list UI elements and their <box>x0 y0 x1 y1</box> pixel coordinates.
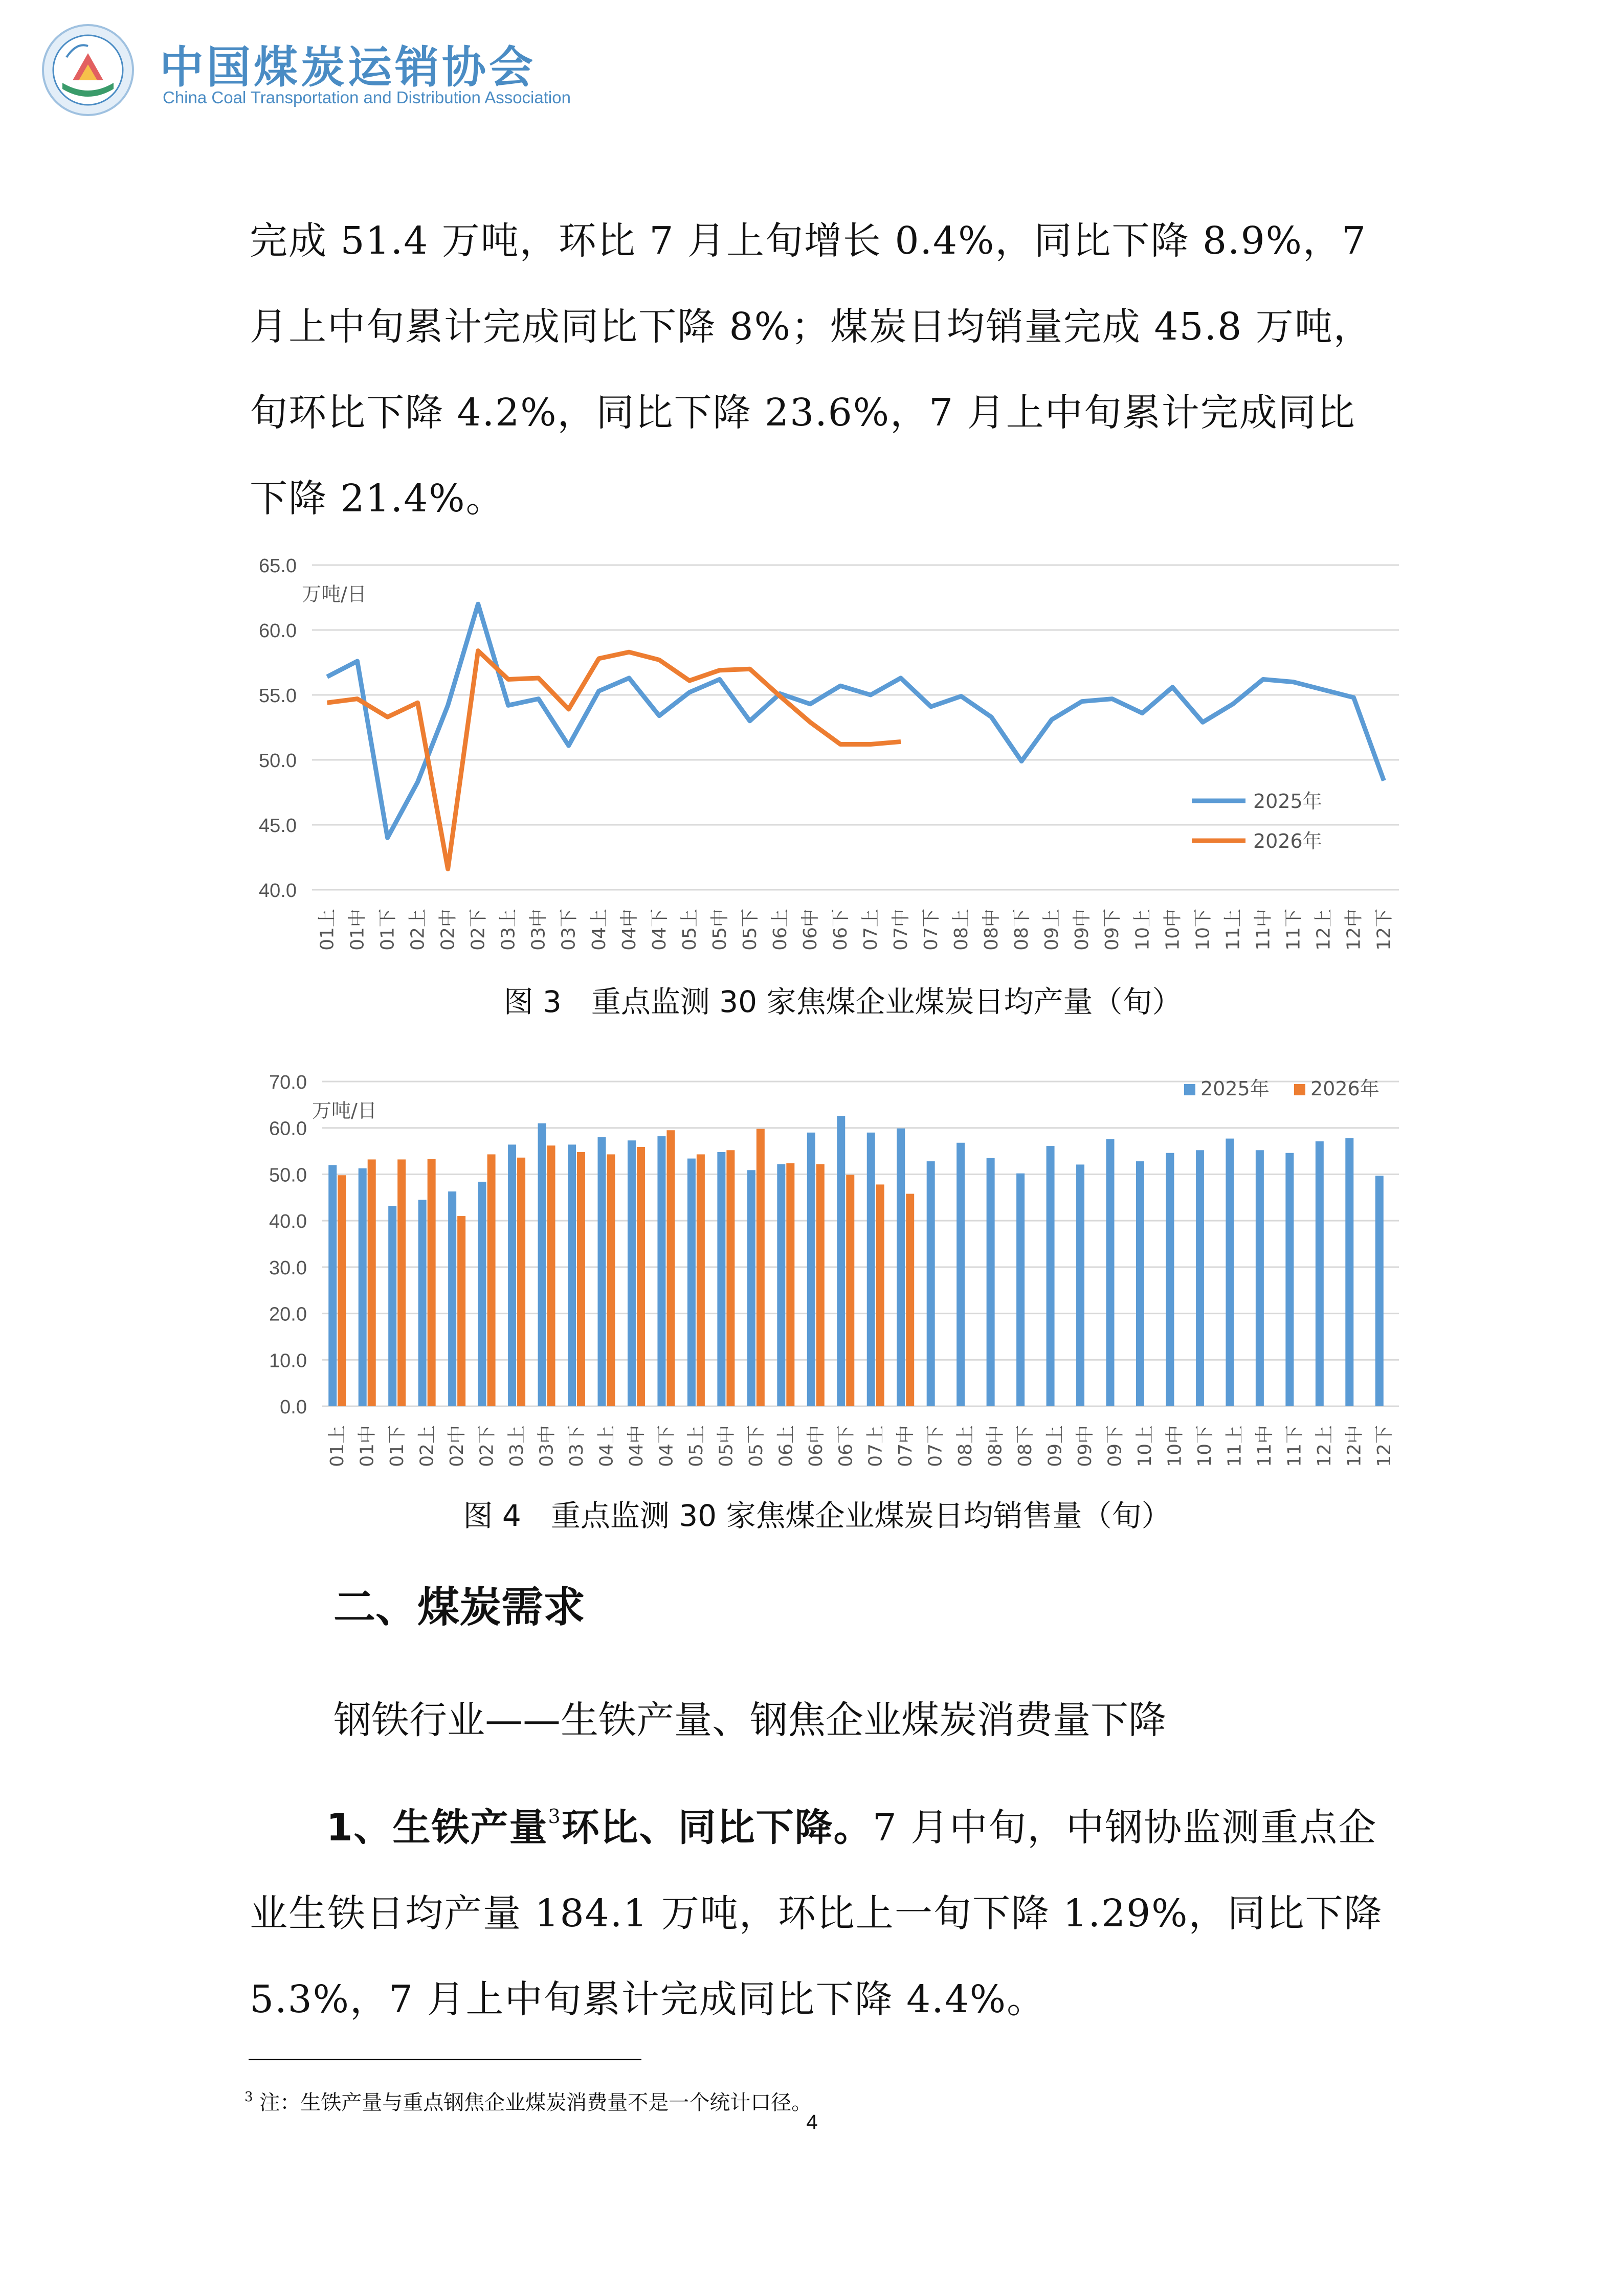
legend-label: 2025年 <box>1200 1077 1270 1100</box>
x-tick-label: 05中 <box>716 1425 737 1467</box>
y-tick-label: 40.0 <box>259 880 297 902</box>
x-tick-label: 01下 <box>377 909 398 951</box>
bar-2026 <box>577 1152 585 1406</box>
x-tick-label: 09上 <box>1041 909 1063 951</box>
bar-2025 <box>418 1200 427 1406</box>
paragraph-body: 7 月中旬，中钢协监测重点企业生铁日均产量 184.1 万吨，环比上一旬下降 1.29%，同比下降 5.3%，7 月上中旬累计完成同比下降 4.4%。 <box>250 1806 1383 2021</box>
legend-swatch <box>1184 1084 1195 1095</box>
x-tick-label: 08下 <box>1015 1425 1036 1467</box>
bar-2025 <box>597 1137 606 1406</box>
x-tick-label: 04中 <box>618 909 640 951</box>
bar-2026 <box>517 1158 525 1406</box>
org-name-en: China Coal Transportation and Distribution Association <box>163 88 571 107</box>
association-seal-icon <box>41 21 153 134</box>
x-tick-label: 08上 <box>955 1425 976 1467</box>
bar-2026 <box>547 1145 555 1406</box>
x-tick-label: 06上 <box>775 1425 797 1467</box>
bar-2025 <box>1196 1150 1204 1406</box>
x-tick-label: 10中 <box>1162 909 1184 951</box>
x-tick-label: 01下 <box>387 1425 408 1467</box>
bar-2025 <box>1285 1153 1294 1406</box>
x-tick-label: 07上 <box>865 1425 886 1467</box>
bar-2026 <box>607 1154 615 1406</box>
bar-2025 <box>628 1140 636 1406</box>
x-tick-label: 10中 <box>1164 1425 1186 1467</box>
x-tick-label: 10上 <box>1132 909 1153 951</box>
x-tick-label: 02上 <box>407 909 429 951</box>
x-tick-label: 05下 <box>745 1425 767 1467</box>
y-tick-label: 20.0 <box>269 1303 307 1325</box>
x-tick-label: 08上 <box>951 909 972 951</box>
bar-2026 <box>697 1154 705 1406</box>
x-tick-label: 09下 <box>1104 1425 1126 1467</box>
bar-2026 <box>487 1154 496 1406</box>
bar-2026 <box>876 1184 884 1406</box>
x-tick-label: 01上 <box>327 1425 348 1467</box>
y-tick-label: 40.0 <box>269 1211 307 1233</box>
x-tick-label: 11下 <box>1284 1425 1305 1467</box>
x-tick-label: 06下 <box>835 1425 857 1467</box>
bar-2025 <box>687 1159 696 1406</box>
x-tick-label: 12下 <box>1373 1425 1395 1467</box>
figure-4-caption: 图 4 重点监测 30 家焦煤企业煤炭日均销售量（旬） <box>463 1498 1171 1533</box>
bar-2025 <box>1316 1141 1324 1406</box>
bar-2025 <box>1016 1174 1025 1406</box>
bar-2025 <box>747 1170 755 1406</box>
x-tick-label: 05中 <box>709 909 730 951</box>
x-tick-label: 07下 <box>921 909 942 951</box>
x-tick-label: 04下 <box>649 909 670 951</box>
x-tick-label: 11上 <box>1222 909 1244 951</box>
y-tick-label: 45.0 <box>259 815 297 837</box>
bar-2025 <box>1256 1150 1264 1406</box>
bar-2026 <box>637 1147 645 1406</box>
x-tick-label: 08中 <box>985 1425 1006 1467</box>
legend-label: 2026年 <box>1253 830 1322 852</box>
bar-2025 <box>837 1116 845 1406</box>
x-tick-label: 04下 <box>656 1425 677 1467</box>
x-tick-label: 10下 <box>1194 1425 1215 1467</box>
x-tick-label: 11中 <box>1253 909 1274 951</box>
bar-2025 <box>1076 1164 1084 1406</box>
x-tick-label: 05上 <box>679 909 700 951</box>
line-chart-svg <box>0 532 1624 972</box>
bar-2025 <box>1136 1161 1144 1406</box>
y-tick-label: 60.0 <box>269 1118 307 1140</box>
x-tick-label: 02下 <box>468 909 489 951</box>
x-tick-label: 07中 <box>891 909 912 951</box>
bar-2026 <box>816 1164 825 1406</box>
bar-2025 <box>897 1129 905 1406</box>
paragraph-lead-bold: 1、生铁产量 <box>326 1806 548 1850</box>
x-tick-label: 02中 <box>437 909 459 951</box>
bar-2026 <box>786 1163 794 1406</box>
x-tick-label: 11上 <box>1224 1425 1245 1467</box>
legend-label: 2025年 <box>1253 790 1322 813</box>
x-tick-label: 05上 <box>685 1425 707 1467</box>
x-tick-label: 08中 <box>981 909 1003 951</box>
x-tick-label: 01中 <box>357 1425 378 1467</box>
x-tick-label: 05下 <box>739 909 761 951</box>
x-tick-label: 01中 <box>347 909 368 951</box>
section-heading: 二、煤炭需求 <box>333 1583 586 1632</box>
x-tick-label: 09上 <box>1044 1425 1066 1467</box>
y-tick-label: 55.0 <box>259 685 297 707</box>
org-name-cn: 中国煤炭运销协会 <box>160 42 536 93</box>
bar-2025 <box>956 1143 965 1406</box>
footnote-text: 注：生铁产量与重点钢焦企业煤炭消费量不是一个统计口径。 <box>259 2091 812 2114</box>
bar-2025 <box>448 1191 456 1406</box>
subsection-heading: 钢铁行业——生铁产量、钢焦企业煤炭消费量下降 <box>333 1698 1166 1742</box>
x-tick-label: 06上 <box>769 909 791 951</box>
x-tick-label: 06下 <box>830 909 851 951</box>
bar-2025 <box>657 1136 665 1406</box>
x-tick-label: 06中 <box>799 909 821 951</box>
footnote-marker: 3 <box>244 2089 253 2105</box>
x-tick-label: 04上 <box>596 1425 617 1467</box>
x-tick-label: 03下 <box>566 1425 588 1467</box>
paragraph-lead-bold-tail: 环比、同比下降。 <box>561 1806 873 1850</box>
y-tick-label: 70.0 <box>269 1072 307 1093</box>
x-tick-label: 12下 <box>1373 909 1395 951</box>
y-tick-label: 10.0 <box>269 1350 307 1372</box>
bar-2025 <box>508 1144 516 1406</box>
bar-2025 <box>1047 1146 1055 1406</box>
bar-chart-svg <box>0 1053 1624 1483</box>
bar-2025 <box>987 1158 995 1406</box>
bar-2025 <box>867 1133 875 1406</box>
bar-2025 <box>717 1152 725 1406</box>
page-number: 4 <box>806 2111 818 2133</box>
bar-2025 <box>1375 1176 1384 1406</box>
body-paragraph-1: 完成 51.4 万吨，环比 7 月上旬增长 0.4%，同比下降 8.9%，7 月上中旬累计完成同比下降 8%；煤炭日均销量完成 45.8 万吨，旬环比下降 4.2%，同比下降 23.6%，7 月上中旬累计完成同比下降 21.4%。 <box>250 219 1372 521</box>
x-tick-label: 12中 <box>1343 909 1365 951</box>
bar-2026 <box>726 1150 735 1406</box>
x-tick-label: 12上 <box>1314 1425 1335 1467</box>
unit-label: 万吨/日 <box>312 1099 377 1122</box>
bar-2026 <box>846 1175 854 1406</box>
x-tick-label: 02下 <box>476 1425 498 1467</box>
bar-2025 <box>1166 1153 1174 1406</box>
y-tick-label: 50.0 <box>259 750 297 772</box>
x-tick-label: 03上 <box>498 909 519 951</box>
x-tick-label: 12中 <box>1344 1425 1365 1467</box>
x-tick-label: 10上 <box>1134 1425 1155 1467</box>
x-tick-label: 11中 <box>1254 1425 1275 1467</box>
bar-2025 <box>1106 1139 1115 1406</box>
x-tick-label: 06中 <box>805 1425 827 1467</box>
bar-2025 <box>328 1165 337 1406</box>
x-tick-label: 01上 <box>317 909 338 951</box>
bar-2026 <box>457 1216 465 1406</box>
chart-daily-sales <box>0 1053 1624 1483</box>
x-tick-label: 09中 <box>1072 909 1093 951</box>
y-tick-label: 0.0 <box>280 1397 307 1418</box>
bar-2025 <box>1226 1139 1234 1406</box>
figure-3-caption: 图 3 重点监测 30 家焦煤企业煤炭日均产量（旬） <box>503 984 1182 1019</box>
x-tick-label: 02中 <box>447 1425 468 1467</box>
x-tick-label: 03中 <box>528 909 549 951</box>
unit-label: 万吨/日 <box>302 583 367 605</box>
bar-2025 <box>777 1164 785 1406</box>
footnote-divider <box>249 2059 641 2060</box>
x-tick-label: 03中 <box>536 1425 558 1467</box>
x-tick-label: 07上 <box>860 909 882 951</box>
body-paragraph-2 <box>250 1785 1393 2042</box>
y-tick-label: 30.0 <box>269 1257 307 1279</box>
legend-swatch <box>1294 1084 1305 1095</box>
y-tick-label: 65.0 <box>259 555 297 577</box>
x-tick-label: 07中 <box>895 1425 917 1467</box>
legend-label: 2026年 <box>1310 1077 1380 1100</box>
chart-daily-production <box>0 532 1624 972</box>
x-tick-label: 08下 <box>1011 909 1033 951</box>
bar-2026 <box>368 1159 376 1406</box>
x-tick-label: 10下 <box>1192 909 1214 951</box>
bar-2026 <box>338 1175 346 1406</box>
bar-2026 <box>666 1130 675 1406</box>
x-tick-label: 11下 <box>1283 909 1304 951</box>
x-tick-label: 12上 <box>1313 909 1334 951</box>
bar-2025 <box>478 1182 486 1406</box>
bar-2025 <box>927 1161 935 1406</box>
bar-2026 <box>757 1129 765 1406</box>
y-tick-label: 60.0 <box>259 620 297 642</box>
x-tick-label: 04中 <box>626 1425 647 1467</box>
x-tick-label: 09下 <box>1102 909 1123 951</box>
bar-2025 <box>1345 1138 1353 1406</box>
bar-2026 <box>906 1194 914 1406</box>
x-tick-label: 07下 <box>925 1425 946 1467</box>
bar-2025 <box>388 1206 396 1406</box>
x-tick-label: 02上 <box>416 1425 438 1467</box>
bar-2025 <box>538 1123 546 1406</box>
x-tick-label: 03下 <box>558 909 580 951</box>
footnote-ref[interactable]: 3 <box>548 1805 562 1828</box>
x-tick-label: 03上 <box>506 1425 528 1467</box>
y-tick-label: 50.0 <box>269 1164 307 1186</box>
bar-2025 <box>568 1144 576 1406</box>
bar-2026 <box>428 1159 436 1406</box>
x-tick-label: 09中 <box>1075 1425 1096 1467</box>
bar-2025 <box>807 1133 815 1406</box>
x-tick-label: 04上 <box>588 909 610 951</box>
bar-2025 <box>359 1168 367 1406</box>
bar-2026 <box>397 1159 406 1406</box>
